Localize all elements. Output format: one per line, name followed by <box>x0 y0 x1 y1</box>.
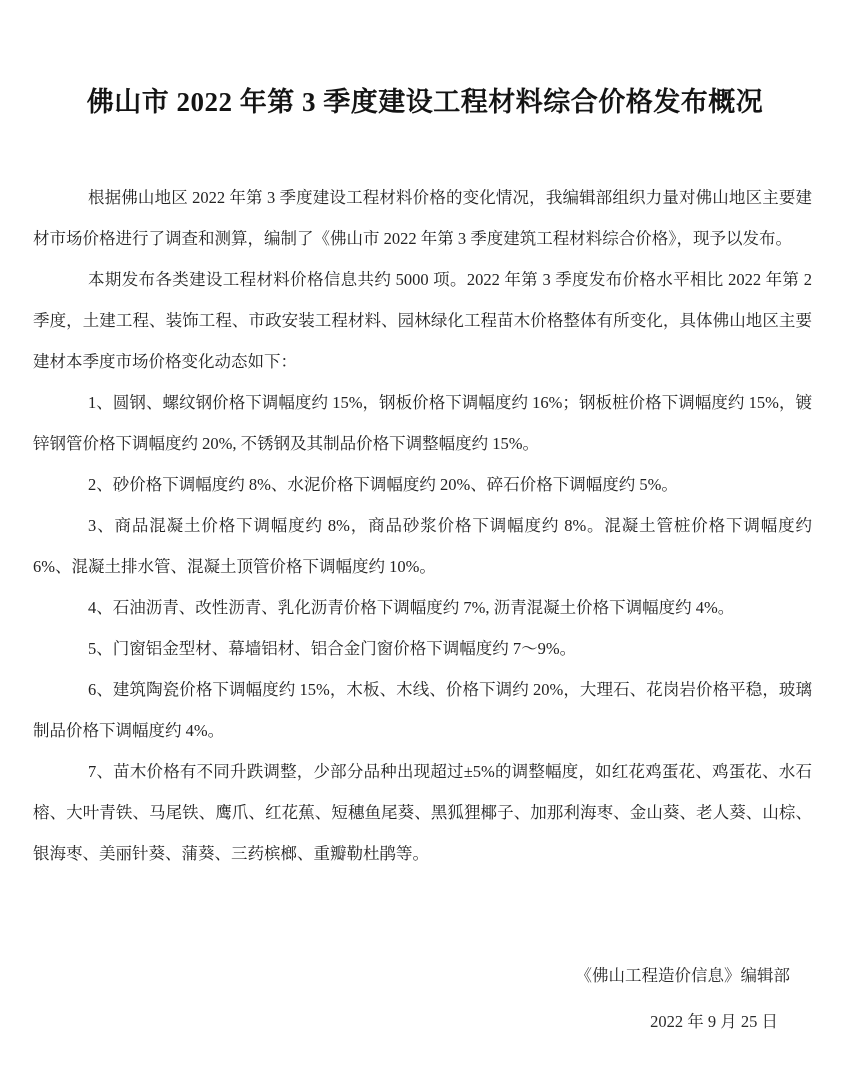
list-item-5-aluminum: 5、门窗铝金型材、幕墙铝材、铝合金门窗价格下调幅度约 7～9%。 <box>88 639 577 658</box>
list-item-6-ceramics: 6、建筑陶瓷价格下调幅度约 15%，木板、木线、价格下调约 20%，大理石、花岗岩价格平稳，玻璃制品价格下调幅度约 4%。 <box>33 680 812 740</box>
list-item-4-asphalt: 4、石油沥青、改性沥青、乳化沥青价格下调幅度约 7%, 沥青混凝土价格下调幅度约 4%。 <box>88 598 735 617</box>
document-footer <box>0 966 850 1032</box>
list-item-2-sand-cement: 2、砂价格下调幅度约 8%、水泥价格下调幅度约 20%、碎石价格下调幅度约 5%。 <box>88 475 678 494</box>
document-title: 佛山市 2022 年第 3 季度建设工程材料综合价格发布概况 <box>86 87 764 117</box>
document-body <box>0 177 850 874</box>
list-item-1-steel: 1、圆钢、螺纹钢价格下调幅度约 15%，钢板价格下调幅度约 16%；钢板桩价格下调幅度约 15%，镀锌钢管价格下调幅度约 20%, 不锈钢及其制品价格下调整幅度约 15%。 <box>33 393 812 453</box>
list-item-7-seedlings: 7、苗木价格有不同升跌调整，少部分品种出现超过±5%的调整幅度，如红花鸡蛋花、鸡蛋花、水石榕、大叶青铁、马尾铁、鹰爪、红花蕉、短穗鱼尾葵、黑狐狸椰子、加那利海枣、金山葵、老人葵、山棕、银海枣、美丽针葵、蒲葵、三药槟榔、重瓣勒杜鹃等。 <box>33 762 812 863</box>
publication-date: 2022 年 9 月 25 日 <box>650 1012 778 1031</box>
editorial-signature: 《佛山工程造价信息》编辑部 <box>575 966 790 985</box>
paragraph-summary: 本期发布各类建设工程材料价格信息共约 5000 项。2022 年第 3 季度发布价格水平相比 2022 年第 2 季度，土建工程、装饰工程、市政安装工程材料、园林绿化工程苗木价格整体有所变化，具体佛山地区主要建材本季度市场价格变化动态如下： <box>33 270 812 371</box>
paragraph-intro: 根据佛山地区 2022 年第 3 季度建设工程材料价格的变化情况，我编辑部组织力量对佛山地区主要建材市场价格进行了调查和测算，编制了《佛山市 2022 年第 3 季度建筑工程材料综合价格》，现予以发布。 <box>33 188 812 248</box>
list-item-3-concrete: 3、商品混凝土价格下调幅度约 8%，商品砂浆价格下调幅度约 8%。混凝土管桩价格下调幅度约 6%、混凝土排水管、混凝土顶管价格下调幅度约 10%。 <box>33 516 812 576</box>
